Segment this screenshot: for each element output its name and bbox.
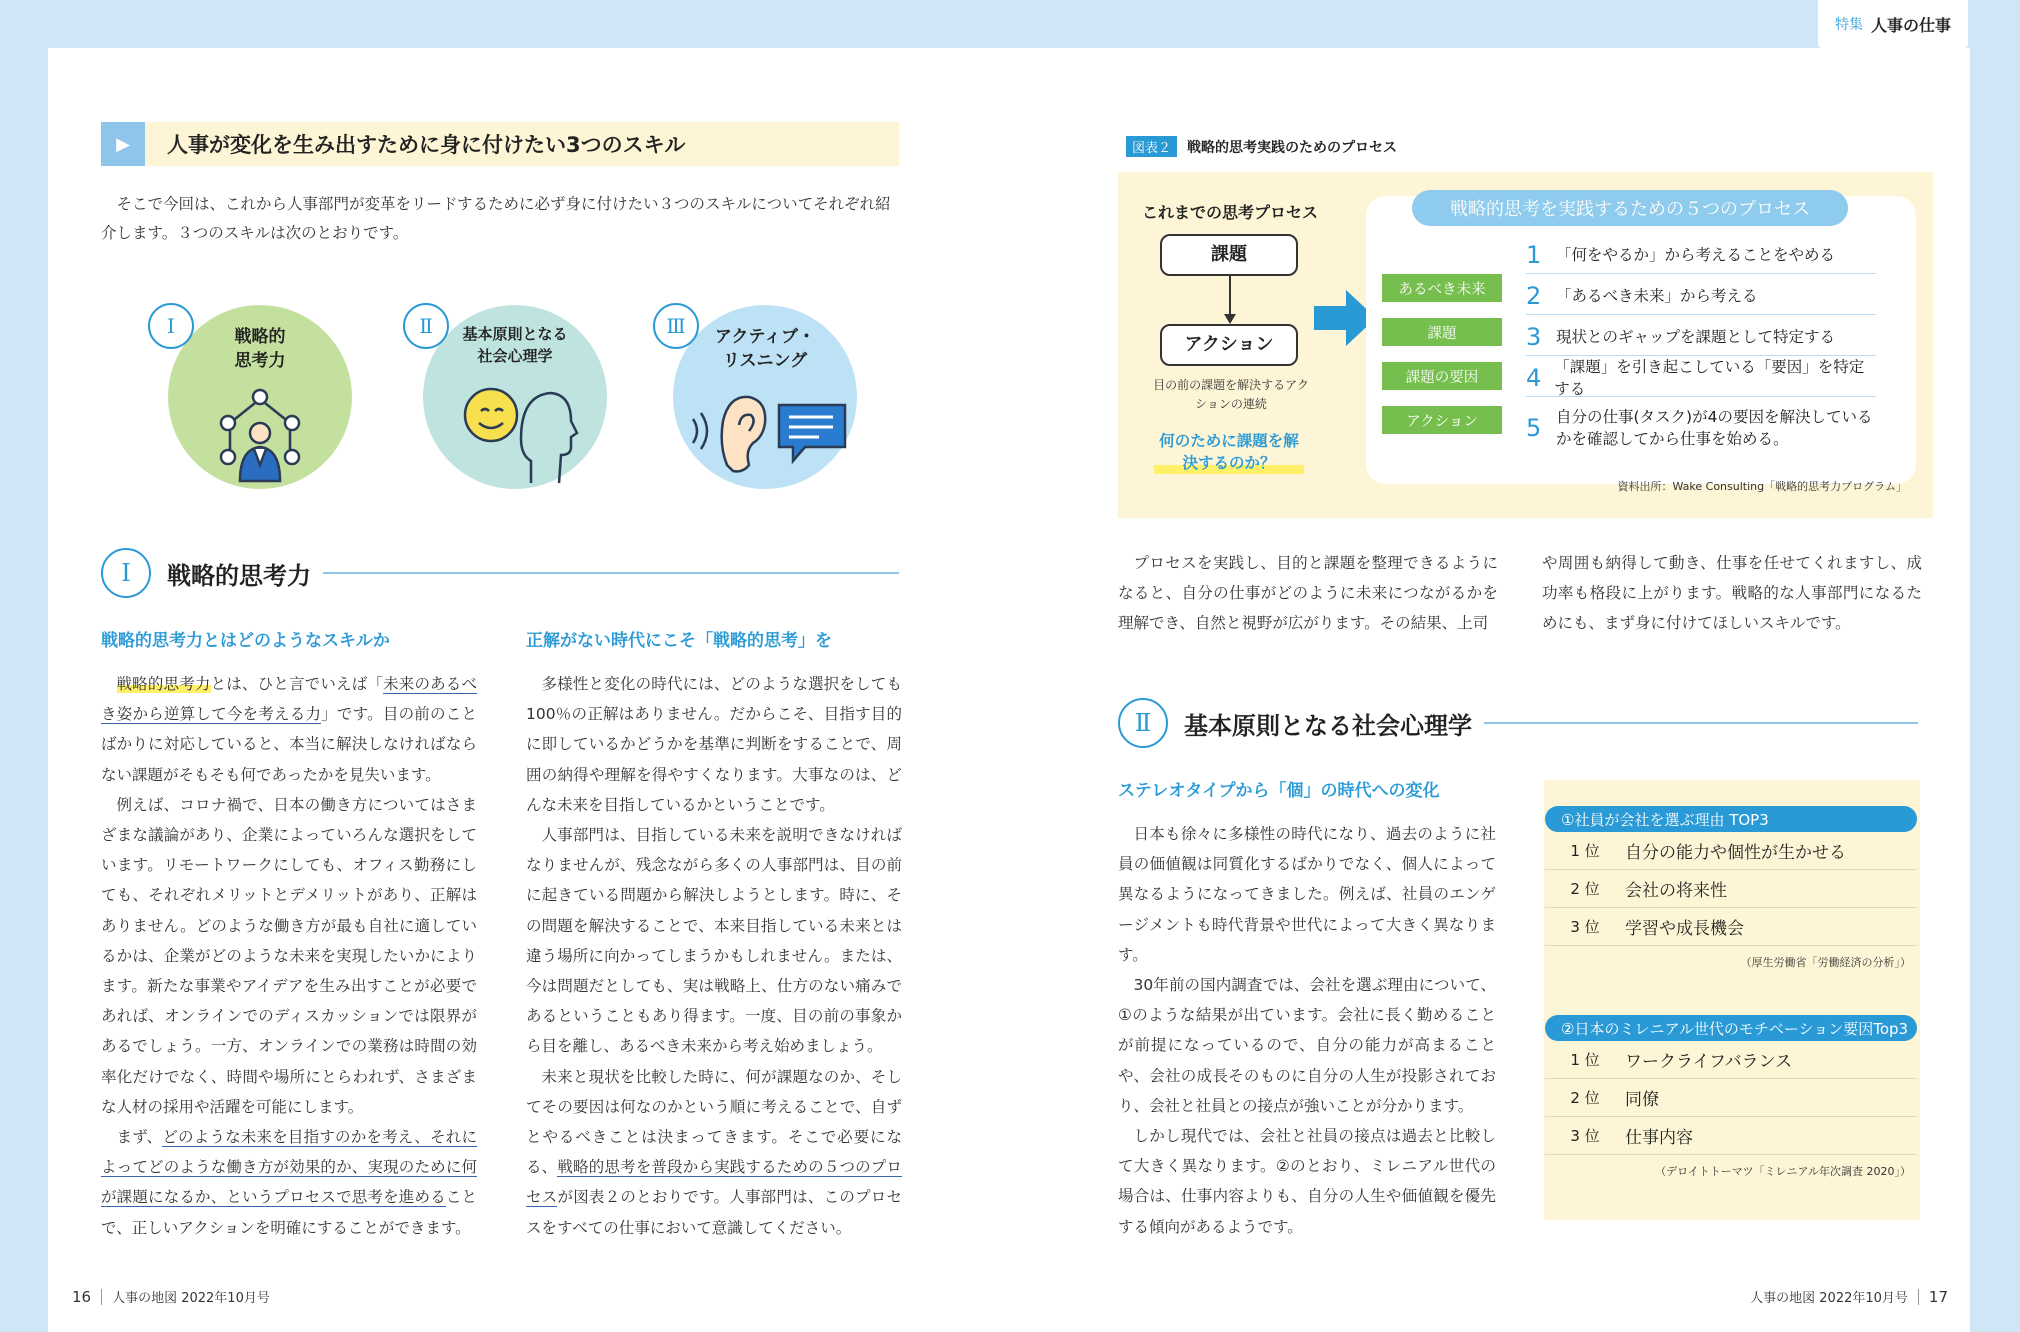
ranking-row: 1 位 ワークライフバランス — [1545, 1041, 1917, 1079]
ranking-title: ②日本のミレニアル世代のモチベーション要因Top3 — [1545, 1015, 1917, 1041]
feature-tag — [1818, 0, 1968, 48]
figure-process-diagram — [1118, 172, 1933, 518]
skill-circle-2 — [419, 305, 607, 489]
figure-source: 資料出所：Wake Consulting「戦略的思考力プログラム」 — [1617, 480, 1907, 493]
left-column-1 — [101, 626, 477, 1243]
ranking-row: 3 位 学習や成長機会 — [1545, 908, 1917, 946]
body-text: 戦略的思考力とは、ひと言でいえば「未来のあるべき姿から逆算して今を考える力」です。目の前のことばかりに対応していると、本当に解決しなければならない課題がそもそも何であったかを見失います。 例えば、コロナ禍で、日本の働き方についてはさまざまな議論があり、企業によっていろんな選択をしています。リモートワークにしても、オフィス勤務にしても、それぞれメリットとデメリットがあり、正解はありません。どのような働き方が最も自社に適しているかは、企業がどのような未来を実現したいかによります。新たな事業やアイデアを生み出すことが必要であれば、オンラインでのディスカッションでは限界があるでしょう。一方、オンラインでの業務は時間の効率化だけでなく、時間や場所にとらわれず、さまざまな人材の採用や活躍を可能にします。 まず、どのような未来を目指すのかを考え、それによってどのような働き方が効果的か、実現のために何が課題になるか、というプロセスで思考を進めることで、正しいアクションを明確にすることができます。 — [101, 675, 478, 1237]
heading-number: Ⅰ — [101, 548, 151, 598]
heading-rule — [323, 572, 899, 574]
ranking-row: 2 位 会社の将来性 — [1545, 870, 1917, 908]
figure-label — [1126, 136, 1397, 157]
ranking-row: 2 位 同僚 — [1545, 1079, 1917, 1117]
heading-strategic-thinking — [101, 548, 899, 598]
underlined-phrase: どのような未来を目指すのかを考え、それによってどのような働き方が効果的か、実現のために何が課題になるか、というプロセスで思考を進める — [101, 1128, 478, 1207]
step-cause: 課題の要因 — [1382, 362, 1502, 390]
heading-social-psychology — [1118, 698, 1918, 748]
play-icon: ▶ — [101, 122, 145, 166]
page-number: 16 — [72, 1287, 92, 1306]
old-process-title: これまでの思考プロセス — [1142, 203, 1319, 222]
skill-label: アクティブ・ リスニング — [714, 327, 816, 371]
process-list — [1526, 236, 1876, 476]
underlined-phrase: 戦略的思考を普段から実践するための５つのプロセス — [526, 1158, 902, 1207]
section-title: 人事が変化を生み出すために身に付けたい3つのスキル — [167, 133, 686, 157]
ranking-source: （デロイトトーマツ「ミレニアル年次調査 2020」） — [1655, 1165, 1911, 1178]
skill-label: 戦略的 思考力 — [234, 327, 286, 371]
ear-speech-icon — [683, 385, 853, 475]
process-item: 4 「課題」を引き起こしている「要因」を特定する — [1526, 359, 1876, 397]
right-footer — [1750, 1287, 1948, 1306]
skill-circle-1 — [168, 305, 352, 489]
right-main-column — [1118, 776, 1496, 1242]
down-arrow — [1222, 276, 1238, 326]
ranking-company-choice — [1545, 806, 1917, 970]
subheading: 戦略的思考力とはどのようなスキルか — [101, 631, 390, 651]
network-person-icon — [208, 385, 312, 489]
right-column-continuation-1: プロセスを実践し、目的と課題を整理できるようになると、自分の仕事がどのように未来につながるかを理解でき、自然と視野が広がります。その結果、上司 — [1118, 554, 1498, 633]
ranking-source: （厚生労働省「労働経済の分析」） — [1740, 956, 1911, 969]
highlight-term: 戦略的思考力 — [116, 675, 211, 693]
ranking-title: ①社員が会社を選ぶ理由 TOP3 — [1545, 806, 1917, 832]
step-action: アクション — [1382, 406, 1502, 434]
section-header — [101, 122, 899, 166]
issue-box: 課題 — [1160, 234, 1298, 276]
process-item: 1 「何をやるか」から考えることをやめる — [1526, 236, 1876, 274]
skill-number: Ⅲ — [653, 303, 699, 349]
footer-text: 人事の地図 2022年10月号 — [112, 1291, 270, 1306]
footer-text: 人事の地図 2022年10月号 — [1750, 1291, 1908, 1306]
ranking-row: 3 位 仕事内容 — [1545, 1117, 1917, 1155]
question-text: 何のために課題を解決するのか？ — [1154, 430, 1304, 474]
skill-label: 基本原則となる 社会心理学 — [462, 325, 568, 365]
step-issue: 課題 — [1382, 318, 1502, 346]
subheading: ステレオタイプから「個」の時代への変化 — [1118, 781, 1440, 801]
old-process-caption: 目の前の課題を解決するアクションの連続 — [1153, 378, 1309, 411]
skill-number: Ⅰ — [148, 303, 194, 349]
heading-title: 戦略的思考力 — [167, 561, 311, 590]
heading-number: Ⅱ — [1118, 698, 1168, 748]
underlined-phrase: 未来のあるべき姿から逆算して今を考える力 — [101, 675, 477, 724]
subheading: 正解がない時代にこそ「戦略的思考」を — [526, 631, 832, 651]
new-process-panel — [1366, 196, 1916, 484]
skill-number: Ⅱ — [403, 303, 449, 349]
process-item: 5 自分の仕事(タスク)が4の要因を解決しているかを確認してから仕事を始める。 — [1526, 408, 1873, 448]
process-item: 2 「あるべき未来」から考える — [1526, 277, 1876, 315]
left-footer — [72, 1287, 270, 1306]
ranking-millennial-motivation — [1545, 1015, 1917, 1179]
right-column-continuation-2: や周囲も納得して動き、仕事を任せてくれますし、成功率も格段に上がります。戦略的な人事部門になるためにも、まず身に付けてほしいスキルです。 — [1542, 554, 1922, 633]
new-process-title: 戦略的思考を実践するための５つのプロセス — [1412, 190, 1848, 226]
feature-kicker: 特集 — [1834, 17, 1863, 33]
action-box: アクション — [1160, 324, 1298, 366]
feature-title: 人事の仕事 — [1870, 15, 1951, 35]
step-future: あるべき未来 — [1382, 274, 1502, 302]
smiley-head-icon — [459, 375, 579, 485]
process-item: 3 現状とのギャップを課題として特定する — [1526, 318, 1876, 356]
footer-divider — [1918, 1289, 1919, 1305]
figure-badge: 図表２ — [1126, 136, 1177, 157]
body-text: 多様性と変化の時代には、どのような選択をしても100％の正解はありません。だからこそ、目指す目的に即しているかどうかを基準に判断をすることで、周囲の納得や理解を得やすくなります。大事なのは、どんな未来を目指しているかということです。 人事部門は、目指している未来を説明できなければなりませんが、残念ながら多くの人事部門は、目の前に起きている問題から解決しようとします。時に、その問題を解決することで、本来目指している未来とは違う場所に向かってしまうかもしれません。または、今は問題だとしても、実は戦略上、仕方のない痛みであるということもあり得ます。一度、目の前の事象から目を離し、あるべき未来から考え始めましょう。 未来と現状を比較した時に、何が課題なのか、そしてその要因は何なのかという順に考えることで、自ずとやるべきことは決まってきます。そこで必要になる、戦略的思考を普段から実践するための５つのプロセスが図表２のとおりです。人事部門は、このプロセスをすべての仕事において意識してください。 — [526, 675, 902, 1237]
body-text: 日本も徐々に多様性の時代になり、過去のように社員の価値観は同質化するばかりでなく、個人によって異なるようになってきました。例えば、社員のエンゲージメントも時代背景や世代によって大きく異なります。 30年前の国内調査では、会社を選ぶ理由について、①のような結果が出ています。会社に長く勤めることが前提になっているので、自分の能力が高まることや、会社の成長そのものに自分の人生が投影されており、会社と社員との接点が強いことが分かります。 しかし現代では、会社と社員の接点は過去と比較して大きく異なります。②のとおり、ミレニアル世代の場合は、仕事内容よりも、自分の人生や価値観を優先する傾向があるようです。 — [1118, 825, 1496, 1236]
figure-title: 戦略的思考実践のためのプロセス — [1187, 139, 1398, 156]
ranking-row: 1 位 自分の能力や個性が生かせる — [1545, 832, 1917, 870]
heading-rule — [1484, 722, 1918, 724]
skill-circle-3 — [666, 305, 857, 489]
intro-text: そこで今回は、これから人事部門が変革をリードするために必ず身に付けたい３つのスキルについてそれぞれ紹介します。３つのスキルは次のとおりです。 — [101, 195, 891, 242]
left-column-2 — [526, 626, 902, 1243]
page-number: 17 — [1928, 1287, 1948, 1306]
footer-divider — [101, 1289, 102, 1305]
heading-title: 基本原則となる社会心理学 — [1184, 711, 1472, 740]
